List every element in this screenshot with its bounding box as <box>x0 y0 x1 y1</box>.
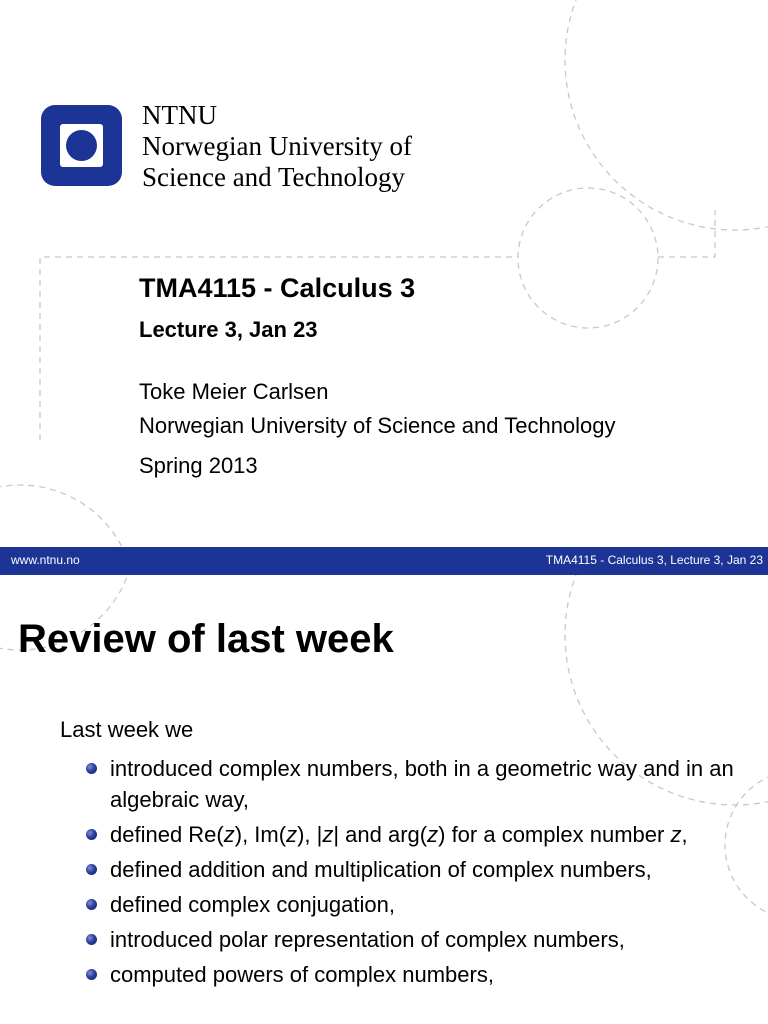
wordmark-line-2: Norwegian University of <box>142 131 412 161</box>
term-label: Spring 2013 <box>139 453 258 478</box>
wordmark-line-1: NTNU <box>142 100 217 130</box>
author-name: Toke Meier Carlsen <box>139 379 329 404</box>
text-fragment: ), | <box>297 822 323 847</box>
author-affiliation: Norwegian University of Science and Technology <box>139 413 616 438</box>
footer-bar <box>0 547 768 575</box>
list-item <box>86 924 756 955</box>
bullet-icon <box>86 864 97 875</box>
text-fragment: | and arg( <box>333 822 428 847</box>
university-wordmark <box>142 100 412 193</box>
text-fragment: , <box>681 822 688 847</box>
list-item <box>86 889 756 920</box>
course-title: TMA4115 - Calculus 3 <box>139 273 416 303</box>
text-fragment: ) for a complex number <box>438 822 671 847</box>
math-variable: z <box>223 822 235 847</box>
bullet-icon <box>86 829 97 840</box>
bullet-text: defined complex conjugation, <box>110 892 395 917</box>
list-item <box>86 753 756 815</box>
bullet-icon <box>86 763 97 774</box>
math-variable: z <box>286 822 298 847</box>
math-variable: z <box>322 822 334 847</box>
wordmark-line-3: Science and Technology <box>142 162 406 192</box>
list-item <box>86 959 756 990</box>
list-item <box>86 854 756 885</box>
lecture-subtitle: Lecture 3, Jan 23 <box>139 317 318 342</box>
bullet-text <box>110 822 688 847</box>
bullet-icon <box>86 969 97 980</box>
text-fragment: ), Im( <box>234 822 287 847</box>
bullet-icon <box>86 934 97 945</box>
ntnu-logo-icon <box>41 105 122 186</box>
bullet-text: introduced complex numbers, both in a geometric way and in an algebraic way, <box>110 756 734 812</box>
review-bullet-list <box>86 753 756 994</box>
review-slide <box>0 575 768 1024</box>
bullet-text: introduced polar representation of complex numbers, <box>110 927 625 952</box>
bullet-icon <box>86 899 97 910</box>
text-fragment: defined Re( <box>110 822 224 847</box>
bullet-text: defined addition and multiplication of complex numbers, <box>110 857 652 882</box>
bullet-text: computed powers of complex numbers, <box>110 962 494 987</box>
footer-website: www.ntnu.no <box>11 553 80 567</box>
math-variable: z <box>427 822 439 847</box>
math-variable: z <box>670 822 682 847</box>
intro-text: Last week we <box>60 717 194 742</box>
slide-title: Review of last week <box>18 617 394 661</box>
footer-course-info: TMA4115 - Calculus 3, Lecture 3, Jan 23 <box>545 553 763 567</box>
list-item <box>86 819 756 850</box>
